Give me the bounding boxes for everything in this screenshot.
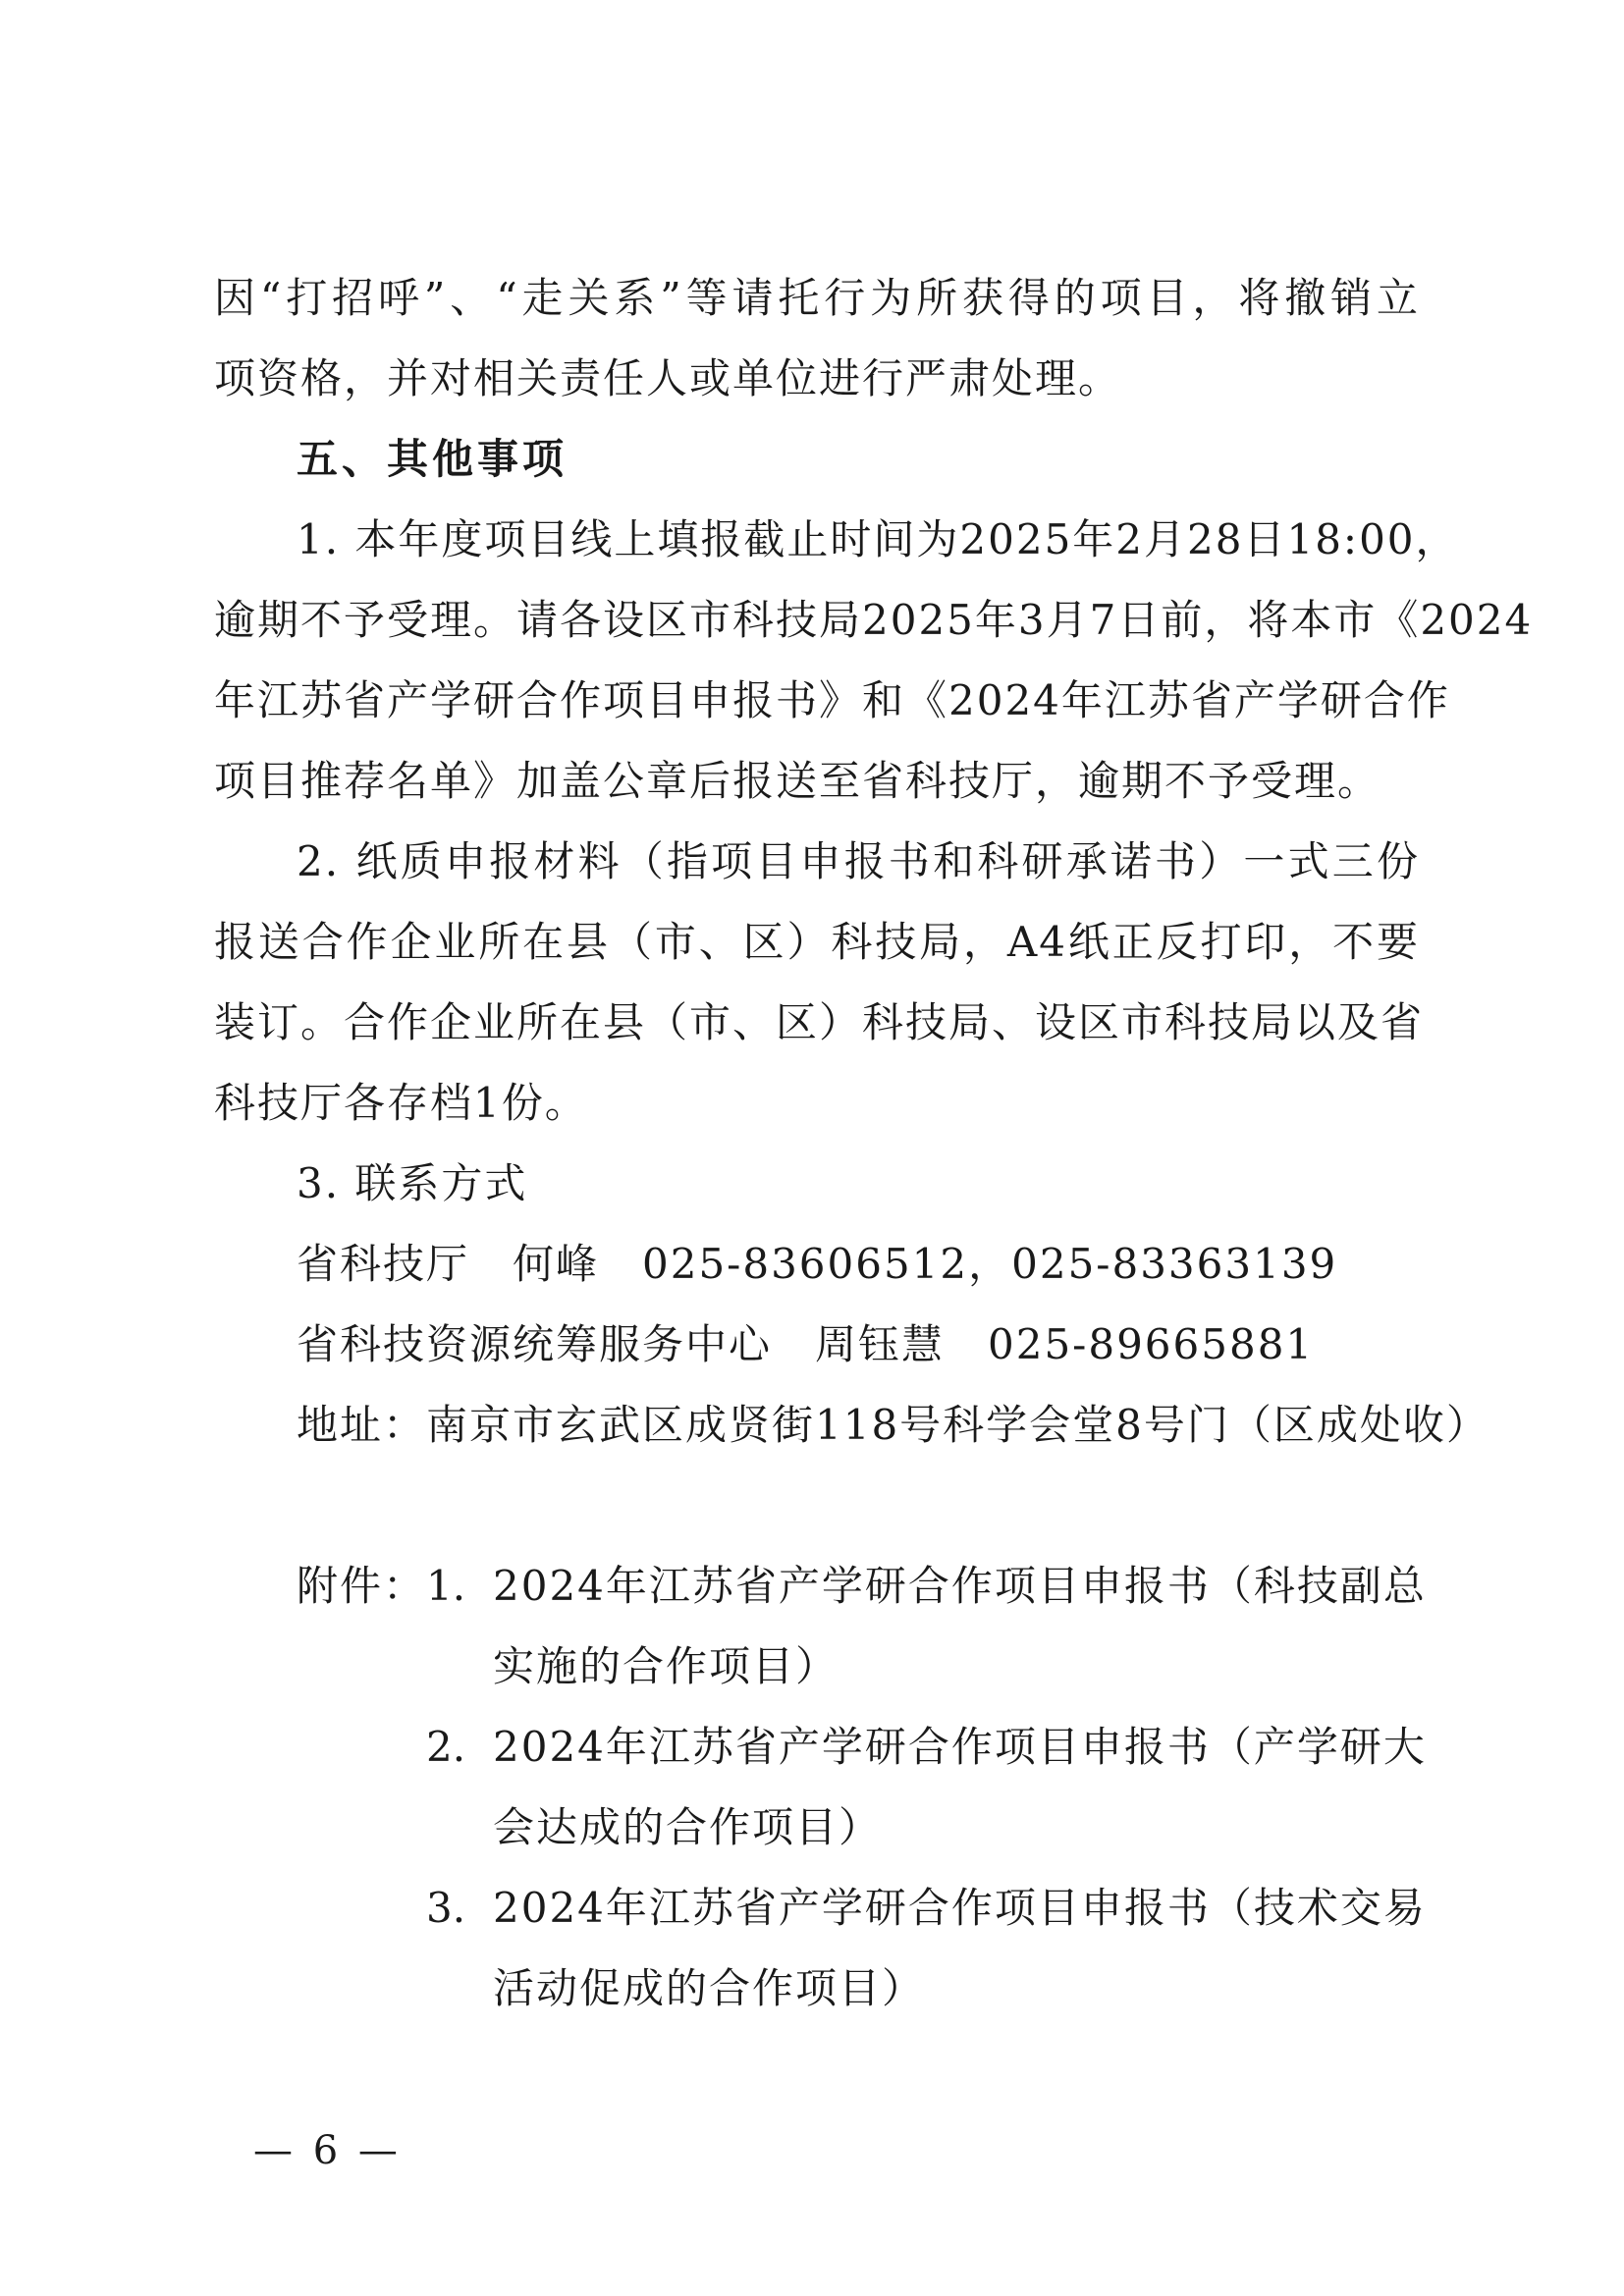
- attachment-1-line-1: 2024年江苏省产学研合作项目申报书（科技副总: [493, 1562, 1427, 1610]
- item1-line-4: 项目推荐名单》加盖公章后报送至省科技厅，逾期不予受理。: [214, 757, 1381, 805]
- item2-line-1: 2. 纸质申报材料（指项目申报书和科研承诺书）一式三份: [297, 837, 1420, 885]
- attachment-1-line-2: 实施的合作项目）: [493, 1642, 839, 1690]
- attachment-1-number: 1.: [426, 1562, 466, 1610]
- section-heading: 五、其他事项: [297, 435, 568, 483]
- attachment-3-number: 3.: [426, 1884, 466, 1932]
- page-number: — 6 —: [253, 2128, 402, 2173]
- contact-line-1: 省科技厅 何峰 025-83606512，025-83363139: [297, 1240, 1338, 1288]
- item1-line-3: 年江苏省产学研合作项目申报书》和《2024年江苏省产学研合作: [214, 676, 1450, 724]
- address-line: 地址：南京市玄武区成贤街118号科学会堂8号门（区成处收）: [297, 1401, 1489, 1449]
- attachment-3-line-2: 活动促成的合作项目）: [493, 1964, 926, 2012]
- contact-line-2: 省科技资源统筹服务中心 周钰慧 025-89665881: [297, 1320, 1315, 1368]
- item1-line-1: 1. 本年度项目线上填报截止时间为2025年2月28日18:00，: [297, 515, 1459, 563]
- attachment-2-line-1: 2024年江苏省产学研合作项目申报书（产学研大: [493, 1723, 1427, 1771]
- item2-line-4: 科技厅各存档1份。: [214, 1079, 588, 1127]
- intro-line-1: 因“打招呼”、“走关系”等请托行为所获得的项目，将撤销立: [214, 274, 1420, 322]
- intro-line-2: 项资格，并对相关责任人或单位进行严肃处理。: [214, 354, 1122, 402]
- item3-title: 3. 联系方式: [297, 1159, 528, 1207]
- item2-line-2: 报送合作企业所在县（市、区）科技局，A4纸正反打印，不要: [214, 918, 1420, 966]
- attachment-2-line-2: 会达成的合作项目）: [493, 1803, 883, 1851]
- attachment-2-number: 2.: [426, 1723, 466, 1771]
- attachments-label: 附件：: [297, 1562, 427, 1610]
- item1-line-2: 逾期不予受理。请各设区市科技局2025年3月7日前，将本市《2024: [214, 596, 1534, 644]
- item2-line-3: 装订。合作企业所在县（市、区）科技局、设区市科技局以及省: [214, 998, 1425, 1046]
- attachment-3-line-1: 2024年江苏省产学研合作项目申报书（技术交易: [493, 1884, 1427, 1932]
